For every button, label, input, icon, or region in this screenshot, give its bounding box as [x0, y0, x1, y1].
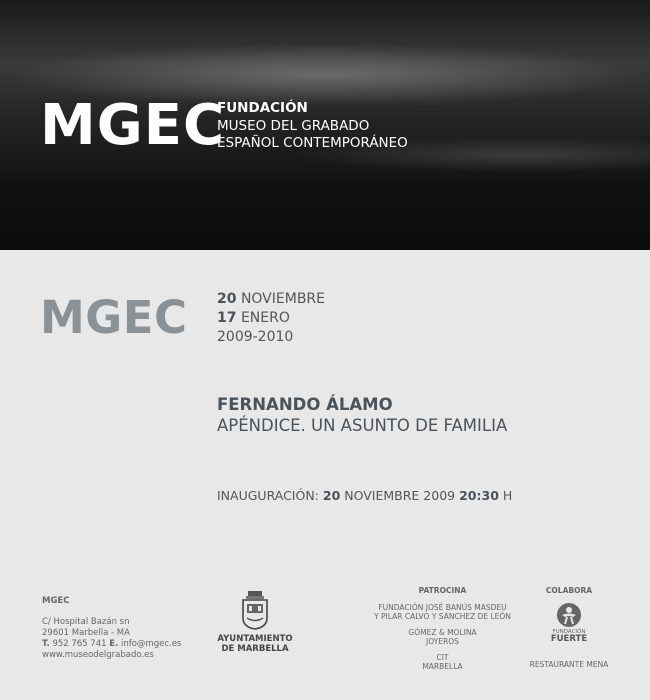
- phone[interactable]: 952 765 741: [52, 639, 107, 649]
- sponsors-block: [370, 586, 515, 672]
- exhibition-dates: [217, 290, 325, 347]
- subtitle-line-3: ESPAÑOL CONTEMPORÁNEO: [217, 135, 408, 151]
- fundacion-label: FUNDACIÓN: [552, 628, 586, 635]
- sponsor-1-line-1: FUNDACIÓN JOSÉ BANÚS MASDEU: [378, 602, 507, 612]
- exhibition-title: APÉNDICE. UN ASUNTO DE FAMILIA: [217, 416, 508, 435]
- header-logo: MGEC: [40, 93, 226, 158]
- start-month: NOVIEMBRE: [240, 291, 325, 307]
- header-banner: [0, 0, 650, 250]
- sponsor-3-line-2: MARBELLA: [422, 662, 463, 671]
- sponsor-1-line-2: Y PILAR CALVO Y SÁNCHEZ DE LEÓN: [374, 612, 511, 621]
- address-block: [42, 596, 181, 661]
- address-city: 29601 Marbella - MA: [42, 628, 130, 638]
- inauguration-unit: H: [502, 488, 513, 503]
- fuerte-label: FUERTE: [550, 633, 588, 644]
- sponsor-2-line-1: GÓMEZ & MOLINA: [408, 627, 477, 637]
- inauguration-month-year: NOVIEMBRE 2009: [344, 488, 456, 503]
- website-link[interactable]: www.museodelgrabado.es: [42, 650, 154, 660]
- end-date: [217, 309, 325, 328]
- end-month: ENERO: [240, 310, 290, 326]
- collaborators-head: COLABORA: [545, 586, 593, 595]
- sponsors-head: PATROCINA: [418, 586, 467, 595]
- contact-row: [42, 639, 181, 650]
- subtitle-line-1: FUNDACIÓN: [217, 100, 308, 116]
- ayuntamiento-logo: [210, 590, 300, 654]
- ayuntamiento-line-1: AYUNTAMIENTO: [217, 634, 293, 644]
- start-day: 20: [217, 291, 237, 307]
- artist-name: FERNANDO ÁLAMO: [217, 395, 393, 414]
- fundacion-fuerte-logo-icon: [556, 602, 582, 628]
- collaborators-block: [525, 586, 613, 669]
- sponsor-2-line-2: JOYEROS: [426, 637, 459, 646]
- subtitle-line-2: MUSEO DEL GRABADO: [217, 117, 370, 134]
- coat-of-arms-icon: [240, 590, 270, 630]
- ayuntamiento-line-2: DE MARBELLA: [221, 644, 289, 654]
- phone-label: T.: [42, 639, 50, 649]
- years: 2009-2010: [217, 329, 294, 345]
- email-link[interactable]: info@mgec.es: [120, 639, 182, 649]
- sponsor-3-line-1: CIT: [436, 652, 449, 662]
- inauguration-label: INAUGURACIÓN:: [217, 488, 319, 503]
- address-head: MGEC: [42, 596, 70, 606]
- header-subtitle: [217, 100, 408, 153]
- start-date: [217, 290, 325, 309]
- artist-block: [217, 394, 507, 436]
- address-street: C/ Hospital Bazán sn: [42, 617, 130, 627]
- restaurant-label: RESTAURANTE MENA: [529, 659, 609, 669]
- body-logo: MGEC: [40, 291, 188, 344]
- inauguration-day: 20: [322, 488, 341, 503]
- email-label: E.: [109, 639, 119, 649]
- inauguration-time: 20:30: [459, 488, 499, 503]
- inauguration: [217, 488, 512, 503]
- end-day: 17: [217, 310, 237, 326]
